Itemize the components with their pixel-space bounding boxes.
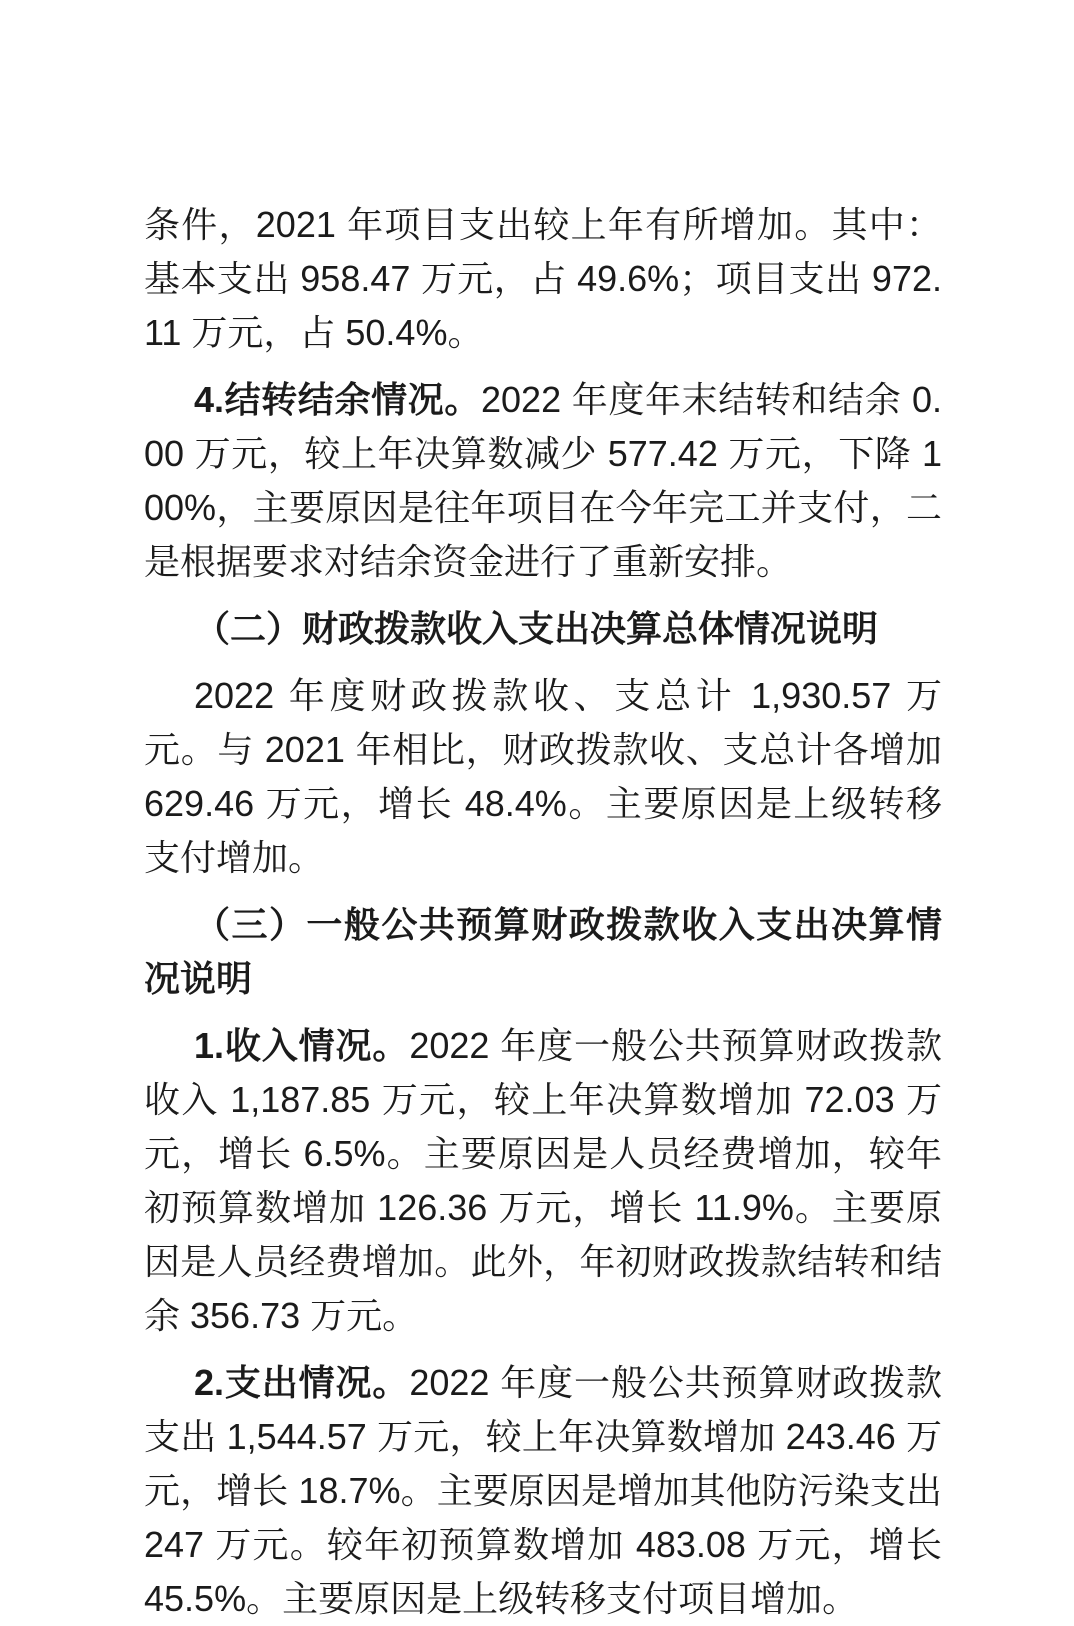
paragraph-income-situation xyxy=(144,1019,942,1343)
paragraph-text: 2022 年度年末结转和结余 0.00 万元，较上年决算数减少 577.42 万元，下降 100%，主要原因是往年项目在今年完工并支付，二是根据要求对结余资金进行了重新安排。 xyxy=(144,379,942,582)
paragraph-bold-label: 2.支出情况。 xyxy=(194,1362,410,1403)
paragraph-text: 条件，2021 年项目支出较上年有所增加。其中：基本支出 958.47 万元，占 49.6%；项目支出 972.11 万元，占 50.4%。 xyxy=(144,204,942,353)
paragraph-expenditure-situation xyxy=(144,1356,942,1626)
paragraph-bold-label: 1.收入情况。 xyxy=(194,1025,410,1066)
paragraph-carryover-balance xyxy=(144,373,942,589)
heading-section-2 xyxy=(144,602,942,656)
paragraph-text: 2022 年度一般公共预算财政拨款收入 1,187.85 万元，较上年决算数增加 72.03 万元，增长 6.5%。主要原因是人员经费增加，较年初预算数增加 126.36 万元，增长 11.9%。主要原因是人员经费增加。此外，年初财政拨款结转和结余 356.73 万元。 xyxy=(144,1025,942,1336)
paragraph-bold-label: 4.结转结余情况。 xyxy=(194,379,482,420)
heading-text: （三）一般公共预算财政拨款收入支出决算情况说明 xyxy=(144,904,942,999)
paragraph-fiscal-appropriation-total xyxy=(144,669,942,885)
paragraph-text: 2022 年度一般公共预算财政拨款支出 1,544.57 万元，较上年决算数增加 243.46 万元，增长 18.7%。主要原因是增加其他防污染支出 247 万元。较年初预算数增加 483.08 万元，增长 45.5%。主要原因是上级转移支付项目增加。 xyxy=(144,1362,942,1619)
heading-section-3 xyxy=(144,898,942,1006)
paragraph-text: 2022 年度财政拨款收、支总计 1,930.57 万元。与 2021 年相比，财政拨款收、支总计各增加 629.46 万元，增长 48.4%。主要原因是上级转移支付增加。 xyxy=(144,675,942,878)
heading-text: （二）财政拨款收入支出决算总体情况说明 xyxy=(194,608,879,649)
paragraph-expenditure-continued xyxy=(144,198,942,360)
